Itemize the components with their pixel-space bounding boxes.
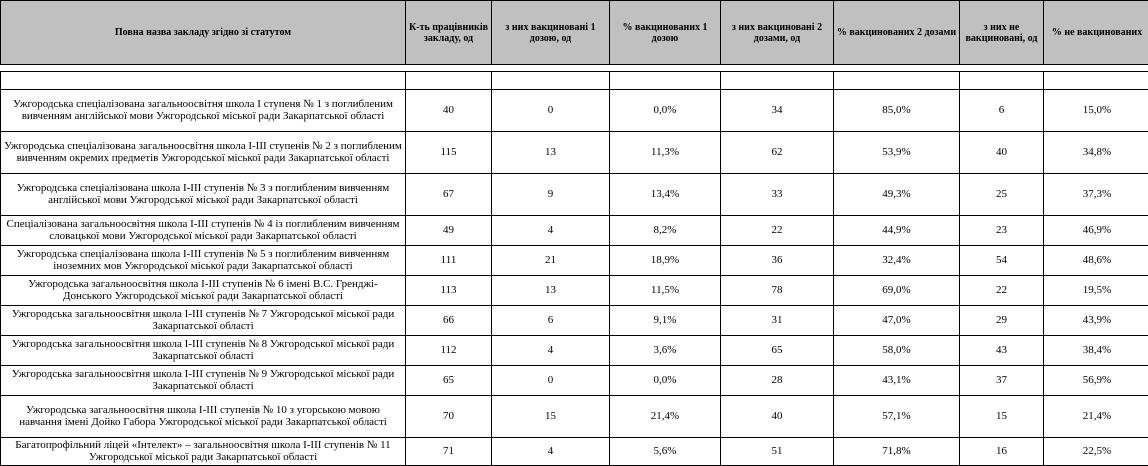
cell-dose1: 9 bbox=[492, 174, 610, 216]
cell-pct-unvacc: 34,8% bbox=[1044, 132, 1148, 174]
cell-name: Ужгородська спеціалізована школа І-ІІІ ступенів № 5 з поглибленим вивченням іноземних мов Ужгородської міської ради Закарпатської області bbox=[1, 246, 406, 276]
gap-cell bbox=[721, 65, 834, 72]
header-dose1: з них вакциновані 1 дозою, од bbox=[492, 1, 610, 65]
cell-pct2: 58,0% bbox=[834, 336, 960, 366]
cell-pct1: 11,3% bbox=[610, 132, 721, 174]
table-row bbox=[1, 246, 1148, 276]
cell-dose2: 34 bbox=[721, 90, 834, 132]
cell-pct-unvacc: 48,6% bbox=[1044, 246, 1148, 276]
cell-unvacc: 25 bbox=[960, 174, 1044, 216]
cell-pct-unvacc: 15,0% bbox=[1044, 90, 1148, 132]
cell-dose1: 4 bbox=[492, 438, 610, 466]
header-pct1: % вакцинованих 1 дозою bbox=[610, 1, 721, 65]
empty-cell bbox=[721, 72, 834, 90]
cell-staff: 66 bbox=[406, 306, 492, 336]
cell-staff: 71 bbox=[406, 438, 492, 466]
gap-row bbox=[1, 65, 1148, 72]
cell-pct-unvacc: 37,3% bbox=[1044, 174, 1148, 216]
empty-cell bbox=[1, 72, 406, 90]
gap-cell bbox=[610, 65, 721, 72]
cell-dose1: 4 bbox=[492, 216, 610, 246]
cell-unvacc: 23 bbox=[960, 216, 1044, 246]
cell-staff: 115 bbox=[406, 132, 492, 174]
table-header bbox=[1, 1, 1148, 65]
cell-staff: 49 bbox=[406, 216, 492, 246]
gap-cell bbox=[1, 65, 406, 72]
table-row bbox=[1, 132, 1148, 174]
cell-pct2: 32,4% bbox=[834, 246, 960, 276]
table-row bbox=[1, 90, 1148, 132]
cell-name: Ужгородська загальноосвітня школа І-ІІІ ступенів № 6 імені В.С. Гренджі-Донського Ужгородської міської ради Закарпатської області bbox=[1, 276, 406, 306]
cell-pct-unvacc: 21,4% bbox=[1044, 396, 1148, 438]
cell-dose2: 62 bbox=[721, 132, 834, 174]
cell-pct1: 3,6% bbox=[610, 336, 721, 366]
cell-name: Ужгородська спеціалізована школа І-ІІІ ступенів № 3 з поглибленим вивченням англійської мови Ужгородської міської ради Закарпатської області bbox=[1, 174, 406, 216]
cell-pct-unvacc: 43,9% bbox=[1044, 306, 1148, 336]
cell-pct-unvacc: 46,9% bbox=[1044, 216, 1148, 246]
cell-dose1: 4 bbox=[492, 336, 610, 366]
gap-cell bbox=[960, 65, 1044, 72]
table-row bbox=[1, 438, 1148, 466]
cell-dose2: 22 bbox=[721, 216, 834, 246]
cell-name: Ужгородська загальноосвітня школа І-ІІІ ступенів № 7 Ужгородської міської ради Закарпатської області bbox=[1, 306, 406, 336]
cell-pct2: 57,1% bbox=[834, 396, 960, 438]
header-pct2: % вакцинованих 2 дозами bbox=[834, 1, 960, 65]
cell-unvacc: 16 bbox=[960, 438, 1044, 466]
header-staff: К-ть працівників закладу, од bbox=[406, 1, 492, 65]
cell-pct1: 21,4% bbox=[610, 396, 721, 438]
cell-dose2: 31 bbox=[721, 306, 834, 336]
cell-pct-unvacc: 38,4% bbox=[1044, 336, 1148, 366]
cell-pct1: 0,0% bbox=[610, 366, 721, 396]
cell-unvacc: 6 bbox=[960, 90, 1044, 132]
table-row bbox=[1, 216, 1148, 246]
cell-staff: 40 bbox=[406, 90, 492, 132]
cell-unvacc: 22 bbox=[960, 276, 1044, 306]
cell-pct-unvacc: 19,5% bbox=[1044, 276, 1148, 306]
empty-cell bbox=[610, 72, 721, 90]
empty-row bbox=[1, 72, 1148, 90]
cell-dose2: 36 bbox=[721, 246, 834, 276]
cell-pct1: 5,6% bbox=[610, 438, 721, 466]
cell-dose2: 33 bbox=[721, 174, 834, 216]
gap-cell bbox=[492, 65, 610, 72]
table-row bbox=[1, 276, 1148, 306]
cell-unvacc: 54 bbox=[960, 246, 1044, 276]
cell-unvacc: 43 bbox=[960, 336, 1044, 366]
cell-pct2: 53,9% bbox=[834, 132, 960, 174]
cell-pct1: 13,4% bbox=[610, 174, 721, 216]
cell-name: Ужгородська загальноосвітня школа І-ІІІ ступенів № 10 з угорською мовою навчання імені Дойко Габора Ужгородської міської ради Закарпатської області bbox=[1, 396, 406, 438]
cell-dose2: 51 bbox=[721, 438, 834, 466]
empty-cell bbox=[960, 72, 1044, 90]
cell-staff: 65 bbox=[406, 366, 492, 396]
cell-staff: 67 bbox=[406, 174, 492, 216]
empty-cell bbox=[492, 72, 610, 90]
cell-name: Спеціалізована загальноосвітня школа І-ІІІ ступенів № 4 із поглибленим вивченням словацької мови Ужгородської міської ради Закарпатської області bbox=[1, 216, 406, 246]
cell-dose1: 15 bbox=[492, 396, 610, 438]
cell-staff: 70 bbox=[406, 396, 492, 438]
header-dose2: з них вакциновані 2 дозами, од bbox=[721, 1, 834, 65]
cell-unvacc: 40 bbox=[960, 132, 1044, 174]
cell-pct1: 11,5% bbox=[610, 276, 721, 306]
cell-dose1: 0 bbox=[492, 90, 610, 132]
table-row bbox=[1, 366, 1148, 396]
cell-dose2: 65 bbox=[721, 336, 834, 366]
empty-cell bbox=[1044, 72, 1148, 90]
cell-dose1: 13 bbox=[492, 132, 610, 174]
cell-dose1: 13 bbox=[492, 276, 610, 306]
table-row bbox=[1, 306, 1148, 336]
cell-unvacc: 37 bbox=[960, 366, 1044, 396]
cell-pct1: 18,9% bbox=[610, 246, 721, 276]
cell-pct2: 49,3% bbox=[834, 174, 960, 216]
cell-pct2: 47,0% bbox=[834, 306, 960, 336]
cell-pct1: 8,2% bbox=[610, 216, 721, 246]
header-name: Повна назва закладу згідно зі статутом bbox=[1, 1, 406, 65]
gap-cell bbox=[834, 65, 960, 72]
cell-pct1: 9,1% bbox=[610, 306, 721, 336]
gap-cell bbox=[406, 65, 492, 72]
cell-name: Ужгородська загальноосвітня школа І-ІІІ ступенів № 8 Ужгородської міської ради Закарпатської області bbox=[1, 336, 406, 366]
cell-pct2: 71,8% bbox=[834, 438, 960, 466]
empty-cell bbox=[406, 72, 492, 90]
cell-pct2: 69,0% bbox=[834, 276, 960, 306]
cell-pct1: 0,0% bbox=[610, 90, 721, 132]
cell-dose1: 21 bbox=[492, 246, 610, 276]
cell-staff: 112 bbox=[406, 336, 492, 366]
cell-dose1: 6 bbox=[492, 306, 610, 336]
cell-pct2: 44,9% bbox=[834, 216, 960, 246]
table-row bbox=[1, 396, 1148, 438]
cell-staff: 113 bbox=[406, 276, 492, 306]
cell-dose2: 28 bbox=[721, 366, 834, 396]
cell-pct-unvacc: 56,9% bbox=[1044, 366, 1148, 396]
cell-pct2: 43,1% bbox=[834, 366, 960, 396]
cell-name: Ужгородська загальноосвітня школа І-ІІІ ступенів № 9 Ужгородської міської ради Закарпатської області bbox=[1, 366, 406, 396]
cell-name: Багатопрофільний ліцей «Інтелект» – загальноосвітня школа І-ІІІ ступенів № 11 Ужгородської міської ради Закарпатської області bbox=[1, 438, 406, 466]
cell-unvacc: 15 bbox=[960, 396, 1044, 438]
cell-dose2: 78 bbox=[721, 276, 834, 306]
header-unvacc: з них не вакциновані, од bbox=[960, 1, 1044, 65]
cell-dose1: 0 bbox=[492, 366, 610, 396]
table-row bbox=[1, 336, 1148, 366]
cell-name: Ужгородська спеціалізована загальноосвітня школа І ступеня № 1 з поглибленим вивченням англійської мови Ужгородської міської ради Закарпатської області bbox=[1, 90, 406, 132]
gap-cell bbox=[1044, 65, 1148, 72]
cell-unvacc: 29 bbox=[960, 306, 1044, 336]
header-pct-unvacc: % не вакцинованих bbox=[1044, 1, 1148, 65]
cell-dose2: 40 bbox=[721, 396, 834, 438]
table-row bbox=[1, 174, 1148, 216]
cell-name: Ужгородська спеціалізована загальноосвітня школа І-ІІІ ступенів № 2 з поглибленим вивченням окремих предметів Ужгородської міської ради Закарпатської області bbox=[1, 132, 406, 174]
cell-pct-unvacc: 22,5% bbox=[1044, 438, 1148, 466]
cell-pct2: 85,0% bbox=[834, 90, 960, 132]
cell-staff: 111 bbox=[406, 246, 492, 276]
empty-cell bbox=[834, 72, 960, 90]
